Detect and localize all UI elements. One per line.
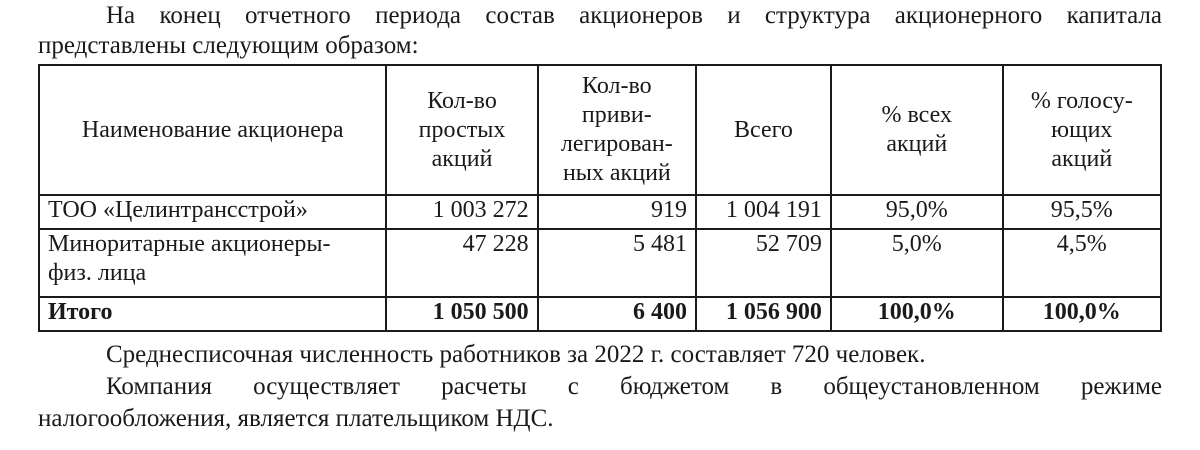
header-percent-all-shares: % всех акций <box>831 65 1003 195</box>
employees-paragraph: Среднесписочная численность работников за 2022 г. составляет 720 человек. <box>106 341 926 368</box>
cell-total: 52 709 <box>696 229 831 297</box>
table-total-row <box>39 297 1161 331</box>
cell-percent-all: 95,0% <box>831 195 1003 229</box>
header-shareholder-name: Наименование акционера <box>39 65 386 195</box>
header-common-shares: Кол-во простых акций <box>386 65 537 195</box>
cell-preferred-shares: 5 481 <box>538 229 696 297</box>
cell-total-label: Итого <box>39 297 386 331</box>
intro-paragraph-line-2: представлены следующим образом: <box>38 32 419 59</box>
cell-total: 1 004 191 <box>696 195 831 229</box>
shareholders-table <box>38 64 1162 332</box>
header-percent-voting-shares: % голосу- ющих акций <box>1003 65 1161 195</box>
cell-total-common-shares: 1 050 500 <box>386 297 537 331</box>
cell-percent-all: 5,0% <box>831 229 1003 297</box>
tax-paragraph-line-2: налогообложения, является плательщиком НДС. <box>38 405 554 432</box>
table-row <box>39 229 1161 297</box>
cell-shareholder-name: Миноритарные акционеры- физ. лица <box>39 229 386 297</box>
intro-paragraph-line-1: На конец отчетного периода состав акционеров и структура акционерного капитала <box>106 2 1162 29</box>
table-row <box>39 195 1161 229</box>
cell-grand-total: 1 056 900 <box>696 297 831 331</box>
cell-total-percent-voting: 100,0% <box>1003 297 1161 331</box>
table-header-row <box>39 65 1161 195</box>
cell-common-shares: 47 228 <box>386 229 537 297</box>
cell-percent-voting: 95,5% <box>1003 195 1161 229</box>
tax-paragraph-line-1: Компания осуществляет расчеты с бюджетом в общеустановленном режиме <box>106 373 1162 400</box>
cell-shareholder-name: ТОО «Целинтрансстрой» <box>39 195 386 229</box>
header-preferred-shares: Кол-во приви- легирован- ных акций <box>538 65 696 195</box>
cell-percent-voting: 4,5% <box>1003 229 1161 297</box>
cell-total-preferred-shares: 6 400 <box>538 297 696 331</box>
cell-preferred-shares: 919 <box>538 195 696 229</box>
header-total: Всего <box>696 65 831 195</box>
cell-total-percent-all: 100,0% <box>831 297 1003 331</box>
cell-common-shares: 1 003 272 <box>386 195 537 229</box>
